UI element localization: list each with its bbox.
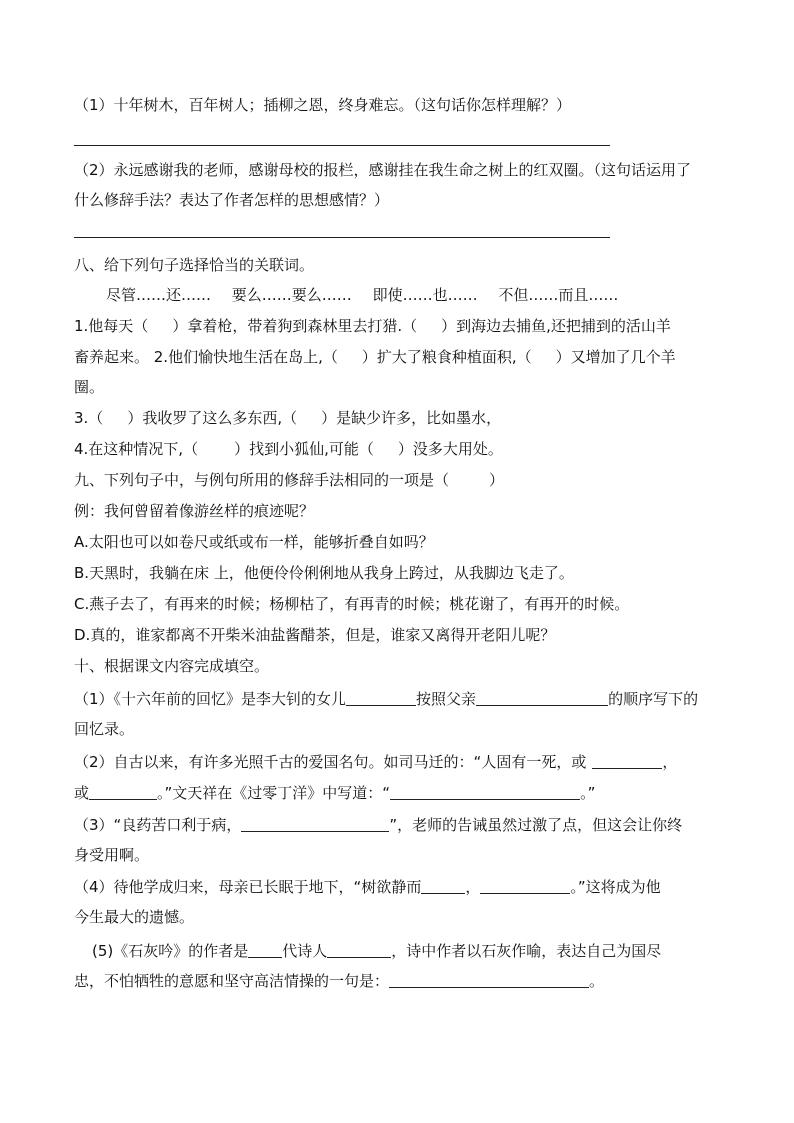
option: 尽管……还…… xyxy=(106,286,212,304)
q10-item5-cont: 忠，不怕牺牲的意愿和坚守高洁情操的一句是： 。 xyxy=(74,972,605,990)
fill-blank[interactable] xyxy=(592,753,662,769)
fill-blank[interactable] xyxy=(389,972,589,988)
q9-option-a: A.太阳也可以如卷尺或纸或布一样，能够折叠自如吗？ xyxy=(74,533,434,551)
fill-blank[interactable] xyxy=(241,816,389,832)
q8-s2-cont: 圈。 xyxy=(74,378,105,396)
q7-item2: （2）永远感谢我的老师，感谢母校的报栏，感谢挂在我生命之树上的红双圈。（这句话运用了 xyxy=(74,161,692,179)
q7-item1: （1）十年树木，百年树人；插柳之恩，终身难忘。（这句话你怎样理解？） xyxy=(74,96,572,114)
fill-blank[interactable] xyxy=(346,690,416,706)
answer-line[interactable] xyxy=(74,237,610,238)
q8-options xyxy=(106,285,766,305)
q8-s3: 3.（ ）我收罗了这么多东西,（ ）是缺少许多，比如墨水， xyxy=(74,409,502,427)
fill-blank[interactable] xyxy=(476,690,608,706)
fill-blank[interactable] xyxy=(421,878,465,894)
q10-item5: (5)《石灰吟》的作者是 代诗人 ，诗中作者以石灰作喻，表达自己为国尽 xyxy=(92,942,662,960)
q8-s4: 4.在这种情况下,（ ）找到小狐仙,可能（ ）没多大用处。 xyxy=(74,440,503,458)
q8-s2: 畜养起来。 2.他们愉快地生活在岛上,（ ）扩大了粮食种植面积,（ ）又增加了几个羊 xyxy=(74,348,676,366)
q9-option-c: C.燕子去了，有再来的时候；杨柳枯了，有再青的时候；桃花谢了，有再开的时候。 xyxy=(74,595,630,613)
fill-blank[interactable] xyxy=(89,784,157,800)
answer-line[interactable] xyxy=(74,145,610,146)
q10-item1: （1）《十六年前的回忆》是李大钊的女儿 按照父亲 的顺序写下的 xyxy=(74,690,699,708)
q9-option-b: B.天黑时，我躺在床 上，他便伶伶俐俐地从我身上跨过，从我脚边飞走了。 xyxy=(74,564,574,582)
fill-blank[interactable] xyxy=(248,942,282,958)
fill-blank[interactable] xyxy=(480,878,570,894)
q9-title: 九、下列句子中，与例句所用的修辞手法相同的一项是（ ） xyxy=(74,471,505,489)
fill-blank[interactable] xyxy=(390,784,580,800)
q8-s1: 1.他每天（ ）拿着枪，带着狗到森林里去打猎.（ ）到海边去捕鱼,还把捕到的活山羊 xyxy=(74,317,671,335)
q9-option-d: D.真的，谁家都离不开柴米油盐酱醋茶，但是，谁家又离得开老阳儿呢？ xyxy=(74,626,556,644)
q8-title: 八、给下列句子选择恰当的关联词。 xyxy=(74,256,315,274)
q10-item1-cont: 回忆录。 xyxy=(74,720,135,738)
q10-item2: （2）自古以来，有许多光照千古的爱国名句。如司马迁的：“人固有一死，或 ， xyxy=(74,753,678,771)
q9-example: 例：我何曾留着像游丝样的痕迹呢？ xyxy=(74,502,315,520)
q10-item3-cont: 身受用啊。 xyxy=(74,846,150,864)
option: 要么……要么…… xyxy=(231,286,352,304)
option: 即使……也…… xyxy=(372,286,478,304)
q10-item4-cont: 今生最大的遗憾。 xyxy=(74,908,195,926)
option: 不但……而且…… xyxy=(498,286,619,304)
q7-item2-cont: 什么修辞手法？表达了作者怎样的思想感情？） xyxy=(74,191,390,209)
q10-item2-cont: 或 。”文天祥在《过零丁洋》中写道：“ 。” xyxy=(74,784,596,802)
q10-item4: （4）待他学成归来，母亲已长眠于地下，“树欲静而 ， 。”这将成为他 xyxy=(74,878,661,896)
q10-title: 十、根据课文内容完成填空。 xyxy=(74,657,270,675)
q10-item3: （3）“良药苦口利于病， ”，老师的告诫虽然过激了点，但这会让你终 xyxy=(74,816,683,834)
fill-blank[interactable] xyxy=(327,942,391,958)
